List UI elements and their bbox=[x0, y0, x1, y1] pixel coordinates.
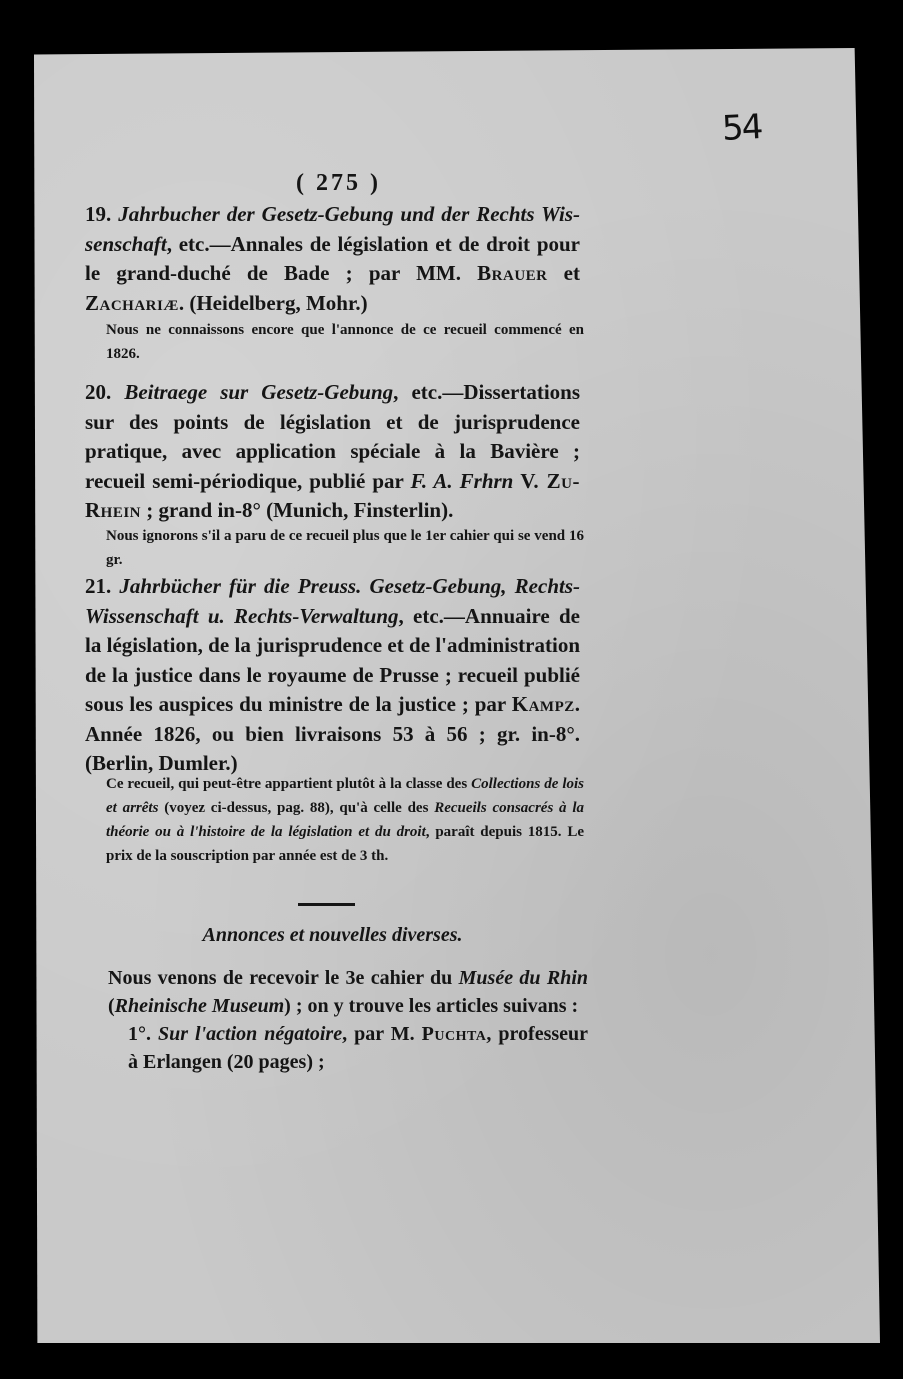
entry-description: , etc.—Annuaire de la législation, de la jurisprudence et de l'administration de la justice dans le royaume de Prusse ; recueil publié sous les auspices du ministre de la justice ; par bbox=[85, 603, 580, 716]
note-text: Ce recueil, qui peut-être appartient plutôt à la classe des bbox=[106, 776, 472, 792]
journal-title-german: Rheinische Museum bbox=[114, 995, 285, 1017]
author-name: Zachariæ bbox=[85, 290, 179, 315]
paragraph-text: ( bbox=[108, 995, 115, 1017]
author-name: Kampz bbox=[511, 692, 575, 716]
entry-20 bbox=[85, 378, 580, 526]
entry-21-note bbox=[106, 772, 584, 868]
announcement-paragraph bbox=[108, 964, 588, 1076]
entry-description: , etc.—Dissertations sur des points de législation et de jurisprudence pratique, avec application spéciale à la Bavière ; recueil semi-périodique, publié par bbox=[85, 380, 581, 493]
article-item bbox=[108, 1020, 588, 1076]
entry-20-note: Nous ignorons s'il a paru de ce recueil plus que le 1er cahier qui se vend 16 gr. bbox=[106, 528, 584, 568]
entry-description: , etc.—Annales de législation et de droit pour le grand-duché de Bade ; par MM. bbox=[85, 231, 580, 285]
article-text: , professeur à Erlangen (20 pages) ; bbox=[128, 1023, 589, 1073]
section-divider bbox=[298, 903, 355, 906]
entry-19 bbox=[85, 200, 580, 318]
note-text: , paraît depuis 1815. Le prix de la souscription par année est de 3 th. bbox=[106, 824, 584, 864]
editor-name-italic: F. A. Frhrn bbox=[410, 468, 514, 493]
editor-name: V. Zu-Rhein bbox=[85, 468, 581, 522]
note-italic: Collections de lois et arrêts bbox=[106, 776, 584, 816]
paragraph-text: ) ; on y trouve les articles suivans : bbox=[284, 995, 579, 1017]
article-author: Puchta bbox=[421, 1023, 487, 1045]
handwritten-folio-number: 54 bbox=[720, 106, 763, 150]
entry-description: . Année 1826, ou bien livraisons 53 à 56 ; gr. in-8°. (Berlin, Dumler.) bbox=[85, 692, 580, 775]
journal-title: Musée du Rhin bbox=[458, 967, 588, 989]
page-number: ( 275 ) bbox=[296, 170, 381, 196]
article-number: 1°. bbox=[128, 1023, 159, 1045]
entry-title: Jahrbucher der Gesetz-Gebung und der Rechts Wis- bbox=[118, 202, 581, 226]
entry-19-note: Nous ne connaissons encore que l'annonce de ce recueil commencé en 1826. bbox=[106, 322, 584, 362]
entry-description: et bbox=[547, 261, 580, 285]
entry-21 bbox=[85, 572, 580, 779]
entry-number: 21. bbox=[85, 574, 112, 598]
entry-title: Beitraege sur Gesetz-Gebung bbox=[124, 380, 394, 404]
entry-title-cont: senschaft bbox=[85, 231, 167, 256]
entry-number: 19. bbox=[85, 202, 112, 226]
article-text: , par M. bbox=[342, 1023, 422, 1045]
entry-number: 20. bbox=[85, 380, 112, 404]
entry-title: Jahrbücher für die Preuss. Gesetz-Gebung, Rechts-Wissenschaft u. Rechts-Verwaltung bbox=[85, 574, 580, 628]
section-heading: Annonces et nouvelles diverses. bbox=[202, 924, 463, 946]
article-title: Sur l'action négatoire bbox=[158, 1023, 343, 1045]
entry-description: ; grand in-8° (Munich, Finsterlin). bbox=[141, 498, 454, 522]
note-italic: Recueils consacrés à la théorie ou à l'histoire de la législation et du droit bbox=[106, 800, 584, 840]
author-name: Brauer bbox=[477, 261, 548, 285]
note-text: (voyez ci-dessus, pag. 88), qu'à celle des bbox=[158, 800, 435, 816]
paragraph-text: Nous venons de recevoir le 3e cahier du bbox=[108, 967, 459, 989]
entry-description: . (Heidelberg, Mohr.) bbox=[178, 290, 368, 315]
